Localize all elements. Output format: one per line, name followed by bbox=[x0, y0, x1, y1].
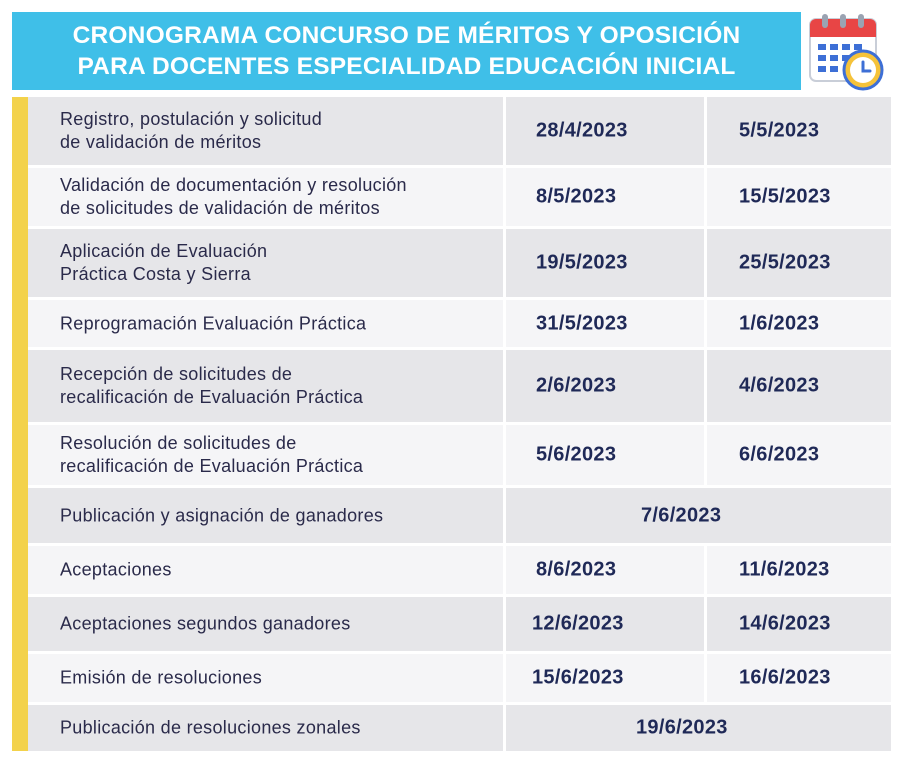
activity-cell bbox=[28, 546, 503, 594]
start-date-cell bbox=[506, 168, 704, 226]
single-date-cell bbox=[506, 705, 891, 751]
start-date: 2/6/2023 bbox=[536, 374, 617, 397]
end-date: 6/6/2023 bbox=[739, 443, 820, 466]
start-date-cell bbox=[506, 425, 704, 485]
end-date-cell bbox=[707, 229, 891, 297]
table-row bbox=[28, 597, 891, 651]
single-date: 7/6/2023 bbox=[641, 504, 722, 526]
table-row bbox=[28, 705, 891, 751]
table-row bbox=[28, 546, 891, 594]
activity-label: Registro, postulación y solicitud de validación de méritos bbox=[60, 109, 323, 152]
title-banner bbox=[12, 12, 801, 90]
activity-label: Reprogramación Evaluación Práctica bbox=[60, 313, 367, 333]
end-date: 1/6/2023 bbox=[739, 312, 820, 334]
table-row bbox=[28, 425, 891, 485]
start-date: 12/6/2023 bbox=[532, 612, 624, 635]
activity-label: Publicación y asignación de ganadores bbox=[60, 505, 384, 525]
start-date-cell bbox=[506, 654, 704, 702]
activity-label: Emisión de resoluciones bbox=[60, 667, 262, 688]
activity-cell bbox=[28, 168, 503, 226]
start-date-cell bbox=[506, 546, 704, 594]
end-date: 4/6/2023 bbox=[739, 374, 820, 397]
activity-cell bbox=[28, 97, 503, 165]
start-date: 8/5/2023 bbox=[536, 185, 617, 208]
activity-cell bbox=[28, 488, 503, 543]
table-row bbox=[28, 654, 891, 702]
start-date: 31/5/2023 bbox=[536, 312, 628, 334]
end-date-cell bbox=[707, 425, 891, 485]
activity-cell bbox=[28, 229, 503, 297]
title-line-2: PARA DOCENTES ESPECIALIDAD EDUCACIÓN INICIAL bbox=[77, 53, 736, 80]
activity-cell bbox=[28, 654, 503, 702]
activity-label: Aceptaciones bbox=[60, 559, 172, 580]
end-date-cell bbox=[707, 654, 891, 702]
activity-cell bbox=[28, 350, 503, 422]
end-date: 14/6/2023 bbox=[739, 612, 831, 635]
start-date: 19/5/2023 bbox=[536, 251, 628, 274]
start-date-cell bbox=[506, 597, 704, 651]
activity-cell bbox=[28, 425, 503, 485]
start-date: 28/4/2023 bbox=[536, 119, 628, 142]
end-date: 5/5/2023 bbox=[739, 119, 820, 142]
start-date: 5/6/2023 bbox=[536, 443, 617, 466]
table-row bbox=[28, 168, 891, 226]
end-date-cell bbox=[707, 597, 891, 651]
activity-label: Validación de documentación y resolución de solicitudes de validación de méritos bbox=[60, 175, 407, 218]
end-date-cell bbox=[707, 97, 891, 165]
calendar-clock-icon bbox=[808, 12, 886, 92]
single-date-cell bbox=[506, 488, 891, 543]
end-date: 11/6/2023 bbox=[739, 558, 830, 581]
table-row bbox=[28, 229, 891, 297]
end-date-cell bbox=[707, 168, 891, 226]
activity-label: Publicación de resoluciones zonales bbox=[60, 717, 361, 738]
activity-cell bbox=[28, 300, 503, 347]
table-row bbox=[28, 350, 891, 422]
end-date-cell bbox=[707, 350, 891, 422]
start-date-cell bbox=[506, 97, 704, 165]
activity-label: Resolución de solicitudes de recalificación de Evaluación Práctica bbox=[60, 433, 364, 476]
title-line-1: CRONOGRAMA CONCURSO DE MÉRITOS Y OPOSICIÓN bbox=[72, 22, 741, 49]
start-date-cell bbox=[506, 229, 704, 297]
end-date: 16/6/2023 bbox=[739, 666, 831, 689]
activity-label: Aceptaciones segundos ganadores bbox=[60, 613, 351, 634]
start-date-cell bbox=[506, 300, 704, 347]
end-date-cell bbox=[707, 300, 891, 347]
end-date: 25/5/2023 bbox=[739, 251, 831, 274]
activity-label: Aplicación de Evaluación Práctica Costa y Sierra bbox=[60, 241, 268, 284]
start-date: 15/6/2023 bbox=[532, 666, 624, 689]
end-date: 15/5/2023 bbox=[739, 185, 831, 208]
activity-label: Recepción de solicitudes de recalificación de Evaluación Práctica bbox=[60, 364, 364, 407]
table-row bbox=[28, 488, 891, 543]
table-row bbox=[28, 300, 891, 347]
accent-stripe bbox=[12, 97, 28, 751]
end-date-cell bbox=[707, 546, 891, 594]
start-date: 8/6/2023 bbox=[536, 558, 617, 581]
activity-cell bbox=[28, 597, 503, 651]
activity-cell bbox=[28, 705, 503, 751]
table-row bbox=[28, 97, 891, 165]
single-date: 19/6/2023 bbox=[636, 716, 728, 739]
start-date-cell bbox=[506, 350, 704, 422]
